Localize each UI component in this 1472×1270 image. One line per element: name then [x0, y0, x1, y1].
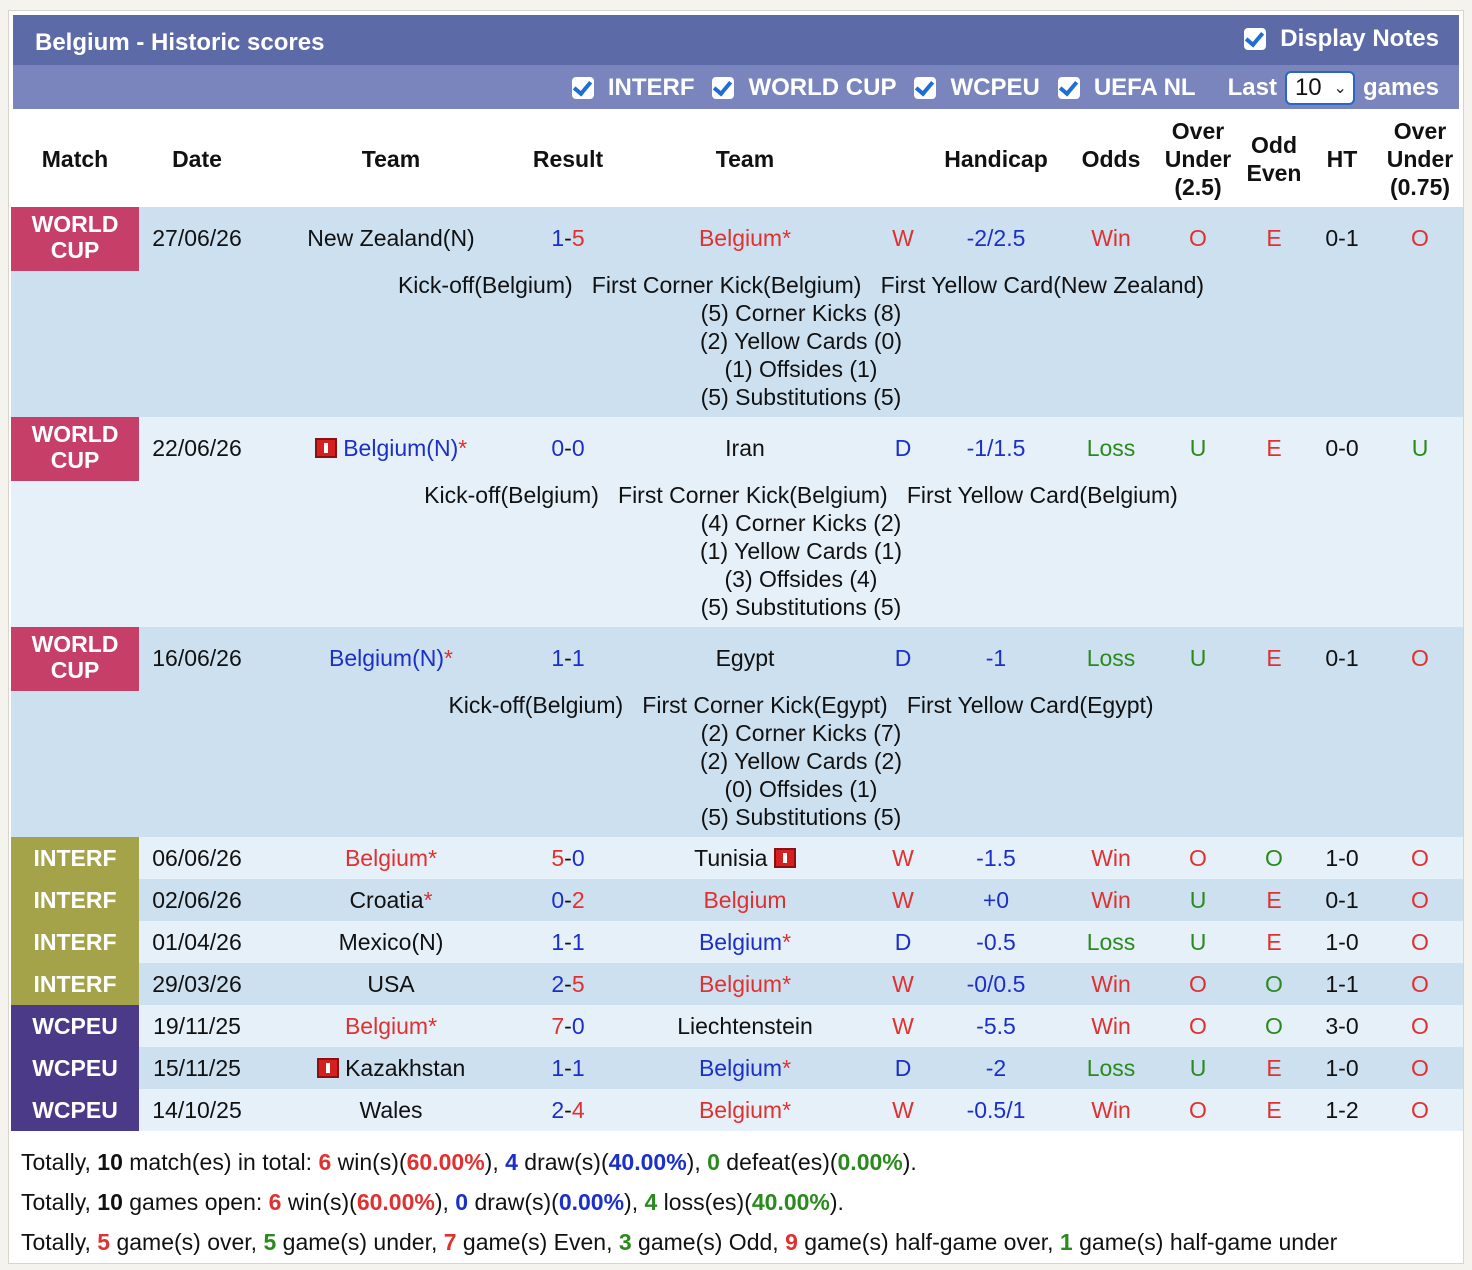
match-result[interactable]: 1-1: [527, 627, 609, 691]
score-home: 0: [551, 886, 565, 913]
half-time-score: 3-0: [1307, 1005, 1377, 1047]
away-team[interactable]: [609, 1005, 881, 1047]
handicap: -1.5: [925, 837, 1067, 879]
over-under-25: U: [1155, 627, 1241, 691]
half-time-score: 1-1: [1307, 963, 1377, 1005]
table-row: [11, 207, 1463, 271]
over-under-25: O: [1155, 1005, 1241, 1047]
half-time-score: 1-0: [1307, 921, 1377, 963]
col-result: Result: [527, 111, 609, 207]
away-team[interactable]: [609, 837, 881, 879]
last-games-select[interactable]: [1285, 71, 1355, 105]
odd-even: E: [1241, 921, 1307, 963]
match-notes: [139, 691, 1463, 837]
odd-even: O: [1241, 837, 1307, 879]
odds-result: Win: [1067, 207, 1155, 271]
league-badge[interactable]: WORLD CUP: [11, 627, 139, 691]
match-result[interactable]: 0-2: [527, 879, 609, 921]
summary-segment: ),: [686, 1149, 708, 1175]
league-badge[interactable]: WCPEU: [11, 1089, 139, 1131]
over-under-075: O: [1377, 1005, 1463, 1047]
red-card-icon: [315, 438, 337, 458]
filter-world-cup-label: WORLD CUP: [748, 74, 897, 101]
scores-table: [11, 111, 1463, 1131]
home-team[interactable]: [255, 627, 527, 691]
panel-title: Belgium - Historic scores: [35, 29, 325, 56]
odd-even: O: [1241, 963, 1307, 1005]
filter-wcpeu[interactable]: [914, 74, 1039, 102]
half-time-score: 1-0: [1307, 837, 1377, 879]
red-card-icon: [774, 848, 796, 868]
outcome: W: [881, 963, 925, 1005]
summary-segment: defeat(es)(: [719, 1149, 838, 1175]
home-team-name: Kazakhstan: [345, 1054, 466, 1081]
home-star: *: [423, 886, 433, 913]
home-team-name: USA: [367, 970, 415, 997]
over-under-075: O: [1377, 207, 1463, 271]
score-away: 1: [571, 645, 585, 671]
summary-segment: 40.00%: [608, 1149, 687, 1175]
away-team[interactable]: [609, 963, 881, 1005]
summary-segment: game(s) half-game over,: [797, 1229, 1060, 1255]
filter-interf-label: INTERF: [607, 74, 695, 101]
col-odd-even: Odd Even: [1241, 111, 1307, 207]
summary-segment: 0.00%: [558, 1189, 625, 1215]
match-result[interactable]: 7-0: [527, 1005, 609, 1047]
half-time-score: 0-1: [1307, 627, 1377, 691]
col-away-team: Team: [609, 111, 881, 207]
last-games-value: 10: [1294, 74, 1322, 101]
summary-segment: ),: [484, 1149, 506, 1175]
col-home-team: Team: [255, 111, 527, 207]
home-team[interactable]: [255, 837, 527, 879]
notes-events: Kick-off(Belgium) First Corner Kick(Belgium) First Yellow Card(New Zealand): [397, 272, 1205, 298]
match-date: 01/04/26: [139, 921, 255, 963]
outcome: W: [881, 837, 925, 879]
away-team-name: Belgium: [703, 886, 787, 913]
summary-segment: 40.00%: [751, 1189, 830, 1215]
summary-segment: 10: [97, 1189, 123, 1215]
handicap: +0: [925, 879, 1067, 921]
odds-result: Loss: [1067, 921, 1155, 963]
outcome: D: [881, 921, 925, 963]
away-star: *: [782, 970, 792, 997]
notes-stat: (1) Yellow Cards (1): [700, 538, 902, 564]
over-under-075: O: [1377, 1047, 1463, 1089]
notes-stat: (4) Corner Kicks (2): [700, 510, 902, 536]
half-time-score: 0-1: [1307, 207, 1377, 271]
notes-stat: (2) Corner Kicks (7): [700, 720, 902, 746]
col-handicap: Handicap: [925, 111, 1067, 207]
col-match: Match: [11, 111, 139, 207]
score-home: 1: [551, 225, 565, 251]
match-result[interactable]: 5-0: [527, 837, 609, 879]
away-team-name: Belgium: [698, 928, 783, 955]
summary-segment: 9: [785, 1229, 798, 1255]
score-away: 2: [571, 886, 585, 913]
over-under-25: U: [1155, 417, 1241, 481]
odd-even: O: [1241, 1005, 1307, 1047]
summary-segment: 6: [318, 1149, 332, 1175]
away-team[interactable]: [609, 207, 881, 271]
match-result[interactable]: 1-5: [527, 207, 609, 271]
summary-segment: 0: [455, 1189, 469, 1215]
odd-even: E: [1241, 207, 1307, 271]
summary-line-results: [21, 1149, 917, 1176]
home-team[interactable]: [255, 963, 527, 1005]
filter-uefa-nl[interactable]: [1058, 74, 1196, 102]
away-star: *: [782, 928, 792, 955]
table-row: [11, 921, 1463, 963]
summary-segment: game(s) under,: [276, 1229, 444, 1255]
league-badge[interactable]: INTERF: [11, 963, 139, 1005]
match-result[interactable]: 1-1: [527, 1047, 609, 1089]
summary-line-over-under: [21, 1229, 1337, 1256]
home-star: *: [428, 844, 438, 871]
filter-bar: [13, 65, 1459, 109]
notes-stat: (3) Offsides (4): [724, 566, 878, 592]
over-under-25: O: [1155, 837, 1241, 879]
over-under-075: O: [1377, 963, 1463, 1005]
home-team-name: Belgium: [344, 1012, 429, 1039]
over-under-25: O: [1155, 207, 1241, 271]
home-team[interactable]: [255, 879, 527, 921]
summary-segment: 4: [505, 1149, 518, 1175]
games-label: games: [1362, 74, 1439, 101]
col-over-under-25: Over Under (2.5): [1155, 111, 1241, 207]
summary-segment: 0: [707, 1149, 720, 1175]
away-team-name: Belgium: [698, 970, 783, 997]
score-home: 1: [551, 1054, 565, 1081]
away-team-name: Belgium: [698, 1054, 783, 1081]
score-away: 1: [571, 1054, 585, 1081]
over-under-075: O: [1377, 879, 1463, 921]
away-team-name: Tunisia: [694, 844, 768, 871]
away-team[interactable]: [609, 879, 881, 921]
summary-segment: 60.00%: [356, 1189, 435, 1215]
score-away: 0: [571, 1012, 585, 1039]
league-badge[interactable]: WCPEU: [11, 1005, 139, 1047]
table-row: [11, 1047, 1463, 1089]
notes-stat: (2) Yellow Cards (2): [700, 748, 902, 774]
match-result[interactable]: 0-0: [527, 417, 609, 481]
away-star: *: [782, 1096, 792, 1123]
score-home: 5: [551, 844, 565, 871]
summary-segment: win(s)(: [331, 1149, 407, 1175]
summary-segment: games open:: [122, 1189, 269, 1215]
match-result[interactable]: 2-4: [527, 1089, 609, 1131]
home-team-name: Croatia: [349, 886, 424, 913]
filter-uefa-nl-label: UEFA NL: [1093, 74, 1196, 101]
notes-events: Kick-off(Belgium) First Corner Kick(Egypt) First Yellow Card(Egypt): [448, 692, 1154, 718]
notes-stat: (1) Offsides (1): [724, 356, 878, 382]
odd-even: E: [1241, 879, 1307, 921]
home-team-name: Mexico(N): [338, 928, 444, 955]
summary-segment: game(s) half-game under: [1072, 1229, 1338, 1255]
summary-segment: match(es) in total:: [122, 1149, 319, 1175]
last-label: Last: [1227, 74, 1277, 101]
home-star: *: [458, 435, 468, 461]
over-under-25: U: [1155, 1047, 1241, 1089]
over-under-25: O: [1155, 1089, 1241, 1131]
notes-stat: (2) Yellow Cards (0): [700, 328, 902, 354]
over-under-25: U: [1155, 921, 1241, 963]
display-notes-toggle[interactable]: [1244, 25, 1439, 53]
league-badge[interactable]: WORLD CUP: [11, 207, 139, 271]
over-under-075: O: [1377, 1089, 1463, 1131]
odds-result: Loss: [1067, 417, 1155, 481]
col-date: Date: [139, 111, 255, 207]
summary-segment: Totally,: [21, 1189, 98, 1215]
summary-segment: 5: [263, 1229, 277, 1255]
summary-segment: 10: [97, 1149, 123, 1175]
match-date: 15/11/25: [139, 1047, 255, 1089]
filter-world-cup[interactable]: [712, 74, 896, 102]
half-time-score: 0-0: [1307, 417, 1377, 481]
score-home: 7: [551, 1012, 565, 1039]
home-team[interactable]: [255, 207, 527, 271]
red-card-icon: [317, 1058, 339, 1078]
outcome: W: [881, 207, 925, 271]
summary-segment: ).: [902, 1149, 917, 1175]
odd-even: E: [1241, 1089, 1307, 1131]
display-notes-label: Display Notes: [1280, 25, 1439, 52]
home-team-name: New Zealand(N): [307, 225, 475, 251]
handicap: -1: [925, 627, 1067, 691]
summary-segment: 7: [443, 1229, 457, 1255]
summary-segment: ).: [829, 1189, 844, 1215]
filter-uefa-nl-checkbox[interactable]: [1058, 77, 1080, 99]
table-row: [11, 879, 1463, 921]
away-team-name: Belgium: [698, 1096, 783, 1123]
home-team-name: Wales: [359, 1096, 423, 1123]
match-date: 19/11/25: [139, 1005, 255, 1047]
score-away: 0: [571, 435, 585, 461]
away-star: *: [782, 1054, 792, 1081]
over-under-25: U: [1155, 879, 1241, 921]
summary-segment: 60.00%: [406, 1149, 485, 1175]
match-date: 16/06/26: [139, 627, 255, 691]
table-body: [11, 207, 1463, 1131]
over-under-25: O: [1155, 963, 1241, 1005]
score-home: 2: [551, 1096, 565, 1123]
league-badge-tail: [11, 271, 139, 417]
score-home: 0: [551, 435, 565, 461]
home-team-name: Belgium: [344, 844, 429, 871]
table-header-row: [11, 111, 1463, 207]
odds-result: Loss: [1067, 627, 1155, 691]
summary-segment: 1: [1059, 1229, 1073, 1255]
home-star: *: [428, 1012, 438, 1039]
summary-segment: draw(s)(: [468, 1189, 559, 1215]
table-row: [11, 417, 1463, 481]
match-notes-row: [11, 691, 1463, 837]
summary-segment: ),: [434, 1189, 456, 1215]
summary-segment: win(s)(: [281, 1189, 357, 1215]
match-notes: [139, 271, 1463, 417]
away-team[interactable]: [609, 627, 881, 691]
summary-segment: Totally,: [21, 1149, 98, 1175]
away-team[interactable]: [609, 417, 881, 481]
summary-segment: loss(es)(: [657, 1189, 752, 1215]
table-row: [11, 837, 1463, 879]
outcome: W: [881, 1089, 925, 1131]
odds-result: Win: [1067, 837, 1155, 879]
home-team[interactable]: [255, 1005, 527, 1047]
home-team[interactable]: [255, 417, 527, 481]
score-home: 1: [551, 645, 565, 671]
notes-stat: (0) Offsides (1): [724, 776, 878, 802]
notes-stat: (5) Substitutions (5): [700, 804, 902, 830]
match-date: 14/10/25: [139, 1089, 255, 1131]
home-team[interactable]: [255, 1089, 527, 1131]
odds-result: Loss: [1067, 1047, 1155, 1089]
historic-scores-panel: [8, 10, 1464, 1264]
handicap: -2/2.5: [925, 207, 1067, 271]
notes-stat: (5) Corner Kicks (8): [700, 300, 902, 326]
match-notes-row: [11, 481, 1463, 627]
score-home: 1: [551, 928, 565, 955]
handicap: -5.5: [925, 1005, 1067, 1047]
away-team-name: Egypt: [715, 645, 775, 671]
odds-result: Win: [1067, 963, 1155, 1005]
match-result[interactable]: 2-5: [527, 963, 609, 1005]
summary-segment: 6: [268, 1189, 282, 1215]
half-time-score: 1-2: [1307, 1089, 1377, 1131]
odd-even: E: [1241, 417, 1307, 481]
score-away: 4: [571, 1096, 585, 1123]
table-row: [11, 1089, 1463, 1131]
col-odds: Odds: [1067, 111, 1155, 207]
score-away: 5: [571, 970, 585, 997]
league-badge[interactable]: WORLD CUP: [11, 417, 139, 481]
odd-even: E: [1241, 627, 1307, 691]
league-badge[interactable]: INTERF: [11, 837, 139, 879]
outcome: W: [881, 879, 925, 921]
handicap: -0/0.5: [925, 963, 1067, 1005]
handicap: -1/1.5: [925, 417, 1067, 481]
col-outcome: [881, 111, 925, 207]
filter-interf[interactable]: [572, 74, 695, 102]
score-away: 0: [571, 844, 585, 871]
filter-world-cup-checkbox[interactable]: [712, 77, 734, 99]
away-team-name: Liechtenstein: [677, 1012, 813, 1039]
away-team[interactable]: [609, 1089, 881, 1131]
away-team-name: Belgium: [698, 225, 783, 251]
match-notes: [139, 481, 1463, 627]
outcome: D: [881, 627, 925, 691]
col-ht: HT: [1307, 111, 1377, 207]
score-away: 5: [571, 225, 585, 251]
notes-stat: (5) Substitutions (5): [700, 594, 902, 620]
filter-wcpeu-label: WCPEU: [950, 74, 1040, 101]
display-notes-checkbox[interactable]: [1244, 28, 1266, 50]
summary-line-open: [21, 1189, 844, 1216]
table-row: [11, 963, 1463, 1005]
outcome: D: [881, 417, 925, 481]
league-badge[interactable]: INTERF: [11, 879, 139, 921]
summary-segment: game(s) Odd,: [631, 1229, 786, 1255]
over-under-075: O: [1377, 921, 1463, 963]
match-date: 02/06/26: [139, 879, 255, 921]
notes-events: Kick-off(Belgium) First Corner Kick(Belgium) First Yellow Card(Belgium): [424, 482, 1178, 508]
filter-wcpeu-checkbox[interactable]: [914, 77, 936, 99]
league-badge[interactable]: WCPEU: [11, 1047, 139, 1089]
summary-segment: 5: [97, 1229, 111, 1255]
match-result[interactable]: 1-1: [527, 921, 609, 963]
odd-even: E: [1241, 1047, 1307, 1089]
outcome: W: [881, 1005, 925, 1047]
summary-segment: Totally,: [21, 1229, 98, 1255]
summary-segment: game(s) Even,: [456, 1229, 619, 1255]
match-notes-row: [11, 271, 1463, 417]
away-team[interactable]: [609, 921, 881, 963]
summary-segment: 4: [644, 1189, 658, 1215]
home-team-name: Belgium(N): [343, 435, 459, 461]
summary-segment: draw(s)(: [517, 1149, 609, 1175]
filter-interf-checkbox[interactable]: [572, 77, 594, 99]
match-date: 22/06/26: [139, 417, 255, 481]
odds-result: Win: [1067, 1089, 1155, 1131]
chevron-down-icon: ⌄: [1333, 80, 1347, 97]
odds-result: Win: [1067, 1005, 1155, 1047]
half-time-score: 1-0: [1307, 1047, 1377, 1089]
handicap: -2: [925, 1047, 1067, 1089]
summary-segment: 3: [618, 1229, 632, 1255]
away-team[interactable]: [609, 1047, 881, 1089]
col-over-under-075: Over Under (0.75): [1377, 111, 1463, 207]
league-badge-tail: [11, 691, 139, 837]
odds-result: Win: [1067, 879, 1155, 921]
summary-segment: 0.00%: [837, 1149, 903, 1175]
match-date: 27/06/26: [139, 207, 255, 271]
over-under-075: O: [1377, 837, 1463, 879]
title-bar: [13, 15, 1459, 65]
table-row: [11, 1005, 1463, 1047]
half-time-score: 0-1: [1307, 879, 1377, 921]
league-badge[interactable]: INTERF: [11, 921, 139, 963]
score-home: 2: [551, 970, 565, 997]
handicap: -0.5: [925, 921, 1067, 963]
summary-segment: game(s) over,: [110, 1229, 264, 1255]
table-row: [11, 627, 1463, 691]
score-away: 1: [571, 928, 585, 955]
home-team[interactable]: [255, 921, 527, 963]
home-team[interactable]: [255, 1047, 527, 1089]
match-date: 29/03/26: [139, 963, 255, 1005]
over-under-075: O: [1377, 627, 1463, 691]
summary-segment: ),: [624, 1189, 645, 1215]
away-team-name: Iran: [725, 435, 765, 461]
match-date: 06/06/26: [139, 837, 255, 879]
over-under-075: U: [1377, 417, 1463, 481]
home-star: *: [444, 645, 453, 671]
outcome: D: [881, 1047, 925, 1089]
notes-stat: (5) Substitutions (5): [700, 384, 902, 410]
home-team-name: Belgium(N): [329, 645, 445, 671]
handicap: -0.5/1: [925, 1089, 1067, 1131]
league-badge-tail: [11, 481, 139, 627]
away-star: *: [782, 225, 792, 251]
